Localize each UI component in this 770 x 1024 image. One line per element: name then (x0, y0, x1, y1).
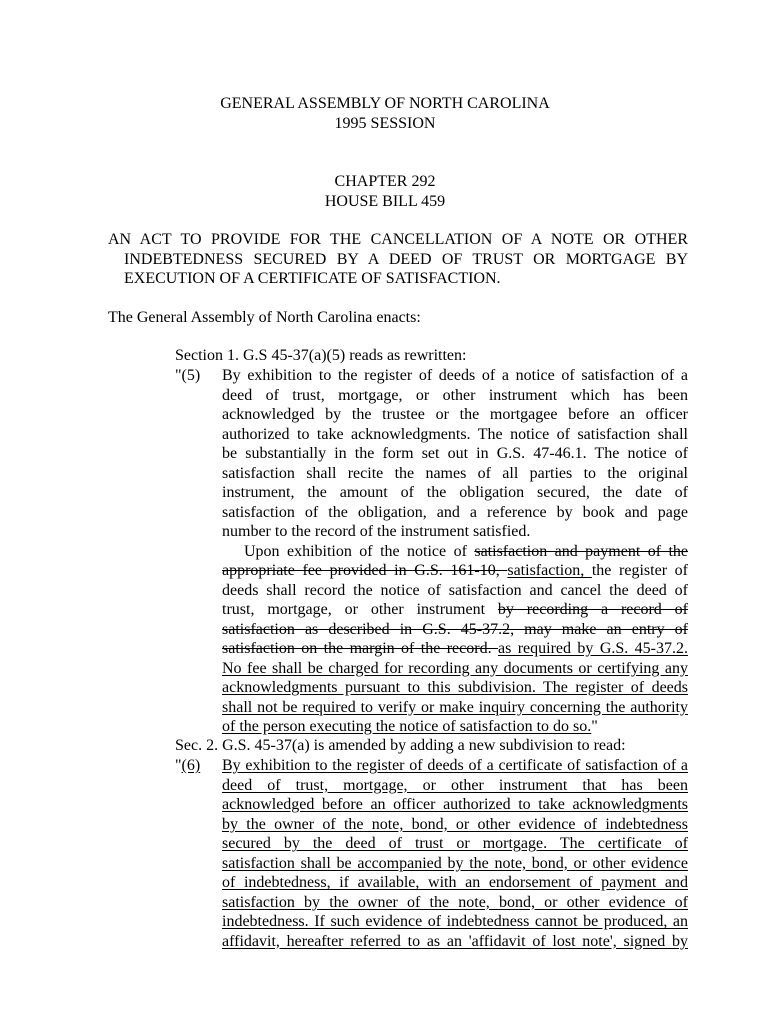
subdivision-5-text (222, 366, 688, 737)
text-line: instrument, the amount of the obligation secured, the date of (222, 484, 688, 501)
amended-line (222, 678, 688, 698)
inserted-number: (6) (181, 757, 201, 774)
subdivision-6-number (175, 756, 200, 776)
text-line (222, 834, 688, 854)
amended-line (222, 620, 688, 640)
plain-text: Upon exhibition of the notice of (244, 542, 475, 560)
title-line: EXECUTION OF A CERTIFICATE OF SATISFACTION. (124, 270, 501, 287)
act-title (108, 230, 688, 289)
amended-line (222, 542, 688, 562)
opening-quote: " (175, 757, 182, 774)
amended-line (222, 600, 688, 620)
inserted-text: satisfaction shall be accompanied by the note, bond, or other evidence (222, 854, 688, 872)
deleted-text: satisfaction and payment of the (474, 542, 689, 560)
inserted-text: shall not be required to verify or make inquiry concerning the authority (222, 698, 688, 716)
section-1-heading: Section 1. G.S 45-37(a)(5) reads as rewritten: (175, 347, 467, 364)
closing-quote: " (591, 718, 598, 735)
deleted-text: by recording a record of (497, 601, 689, 618)
text-line: By exhibition to the register of deeds of a notice of satisfaction of a (222, 367, 688, 384)
chapter-heading: CHAPTER 292 (334, 173, 436, 190)
amended-line (222, 561, 688, 581)
inserted-text: acknowledged before an officer authorized to take acknowledgments (222, 796, 688, 813)
text-line: satisfaction shall recite the names of all parties to the original (222, 464, 688, 482)
text-line: satisfaction of the obligation, and a reference by book and page (222, 503, 688, 521)
inserted-text: by the owner of the note, bond, or other evidence of indebtedness (222, 815, 688, 833)
inserted-text: secured by the deed of trust or mortgage. The certificate of (222, 835, 688, 852)
text-line: be substantially in the form set out in G.S. 47-46.1. The notice of (222, 445, 688, 462)
text-line (222, 912, 688, 932)
bill-heading: HOUSE BILL 459 (324, 193, 446, 210)
text-line (222, 795, 688, 815)
inserted-text: acknowledgments pursuant to this subdivision. The register of deeds (222, 679, 688, 696)
inserted-text: No fee shall be charged for recording any documents or certifying any (222, 659, 688, 677)
amended-line (222, 659, 688, 679)
enacting-clause: The General Assembly of North Carolina enacts: (108, 309, 421, 326)
inserted-text: of the person executing the notice of satisfaction to do so. (222, 718, 592, 735)
subdivision-5-number: "(5) (175, 367, 201, 384)
amended-line (222, 717, 688, 737)
text-line: deeds shall record the notice of satisfaction and cancel the deed of (222, 581, 688, 599)
amended-line (222, 639, 688, 659)
text-line (222, 776, 688, 796)
text-line: number to the record of the instrument satisfied. (222, 523, 531, 540)
inserted-text: indebtedness. If such evidence of indebtedness cannot be produced, an (222, 913, 688, 930)
deleted-text: satisfaction on the margin of the record. (222, 640, 498, 657)
title-line: AN ACT TO PROVIDE FOR THE CANCELLATION OF A NOTE OR OTHER (108, 231, 688, 248)
assembly-heading: GENERAL ASSEMBLY OF NORTH CAROLINA (220, 95, 550, 112)
text-line (222, 932, 688, 952)
text-line: authorized to take acknowledgments. The notice of satisfaction shall (222, 425, 688, 443)
text-line (222, 756, 688, 776)
text-line (222, 893, 688, 913)
text-line: acknowledged by the trustee or the mortgagee before an officer (222, 406, 688, 423)
inserted-text: satisfaction, (507, 562, 592, 579)
deleted-text: appropriate fee provided in G.S. 161-10, (222, 562, 508, 579)
inserted-text: of indebtedness, if available, with an endorsement of payment and (222, 874, 688, 891)
text-line (222, 873, 688, 893)
inserted-text: deed of trust, mortgage, or other instrument that has been (222, 776, 688, 794)
plain-text: trust, mortgage, or other instrument (222, 601, 498, 618)
inserted-text: By exhibition to the register of deeds of a certificate of satisfaction of a (222, 757, 688, 774)
section-2-heading: Sec. 2. G.S. 45-37(a) is amended by adding a new subdivision to read: (175, 737, 626, 754)
deleted-text: satisfaction as described in G.S. 45-37.2, may make an entry of (222, 620, 688, 638)
amended-line (222, 698, 688, 718)
title-line: INDEBTEDNESS SECURED BY A DEED OF TRUST OR MORTGAGE BY (124, 250, 688, 268)
text-line: deed of trust, mortgage, or other instrument which has been (222, 386, 688, 404)
session-heading: 1995 SESSION (334, 115, 436, 132)
subdivision-6-text (222, 756, 688, 951)
text-line (222, 815, 688, 835)
inserted-text: affidavit, hereafter referred to as an 'affidavit of lost note', signed by (222, 932, 688, 950)
inserted-text: as required by G.S. 45-37.2. (497, 640, 688, 657)
plain-text: the register of (591, 562, 688, 579)
inserted-text: satisfaction by the owner of the note, bond, or other evidence of (222, 893, 688, 911)
text-line (222, 854, 688, 874)
